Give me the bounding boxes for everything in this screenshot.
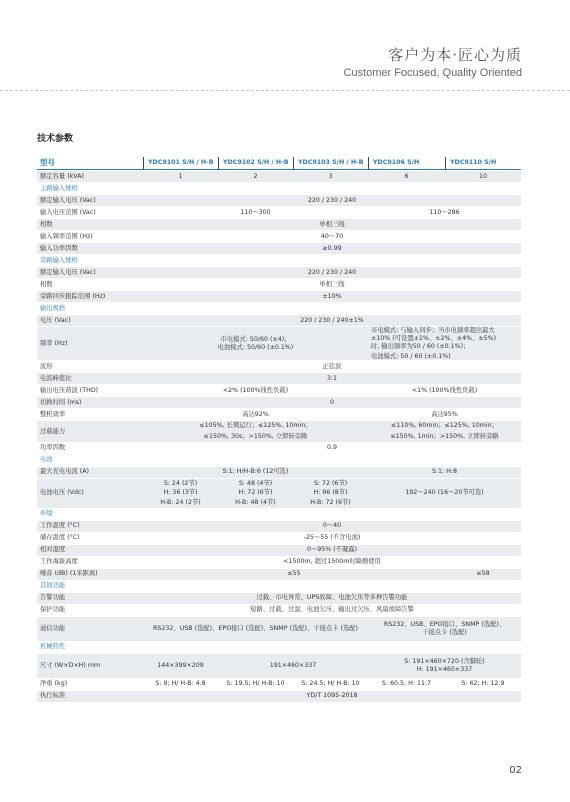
- cell-line: H: 96 (8节): [313, 489, 348, 497]
- row-label: 输出电压谐波 (THD): [37, 385, 143, 396]
- header-model: 型号: [37, 157, 143, 170]
- cell: [368, 654, 521, 678]
- row-label: 额定输入电压 (Vac): [37, 267, 143, 278]
- header-col: YDC9110 S/H: [445, 157, 521, 170]
- cell-line: RS232、USB、EPO接口、SNMP (选配)、: [383, 620, 506, 628]
- cell: 192～240 (16～20节可选): [368, 479, 521, 508]
- table-row: [37, 467, 521, 478]
- section-title: 技术参数: [37, 134, 74, 144]
- row-label: 切换时间 (ms): [37, 397, 143, 408]
- cell: 高达95%: [368, 409, 521, 420]
- row-label: 旁路同步跟踪范围 (Hz): [37, 291, 143, 302]
- table-row: [37, 533, 521, 544]
- cell: <1500m, 超过1500m时降额使用: [143, 557, 521, 568]
- row-label: 储存温度 (°C): [37, 533, 143, 544]
- cell: ≤55: [143, 569, 445, 580]
- cell-line: H: 72 (6节): [238, 489, 273, 497]
- table-row: [37, 385, 521, 396]
- cell: RS232、USB (选配)、EPO接口 (选配)、SNMP (选配)、干接点卡 (选配): [143, 617, 368, 641]
- table-row: [37, 479, 521, 508]
- page-number: 02: [509, 765, 522, 776]
- cell: [143, 421, 368, 441]
- table-row: [37, 679, 521, 690]
- cell: 220 / 230 / 240: [143, 267, 521, 278]
- row-label: 输入电压范围 (Vac): [37, 207, 143, 218]
- table-header-row: [37, 157, 521, 170]
- cell: 0.9: [143, 443, 521, 454]
- table-row: [37, 207, 521, 218]
- row-label: 执行标准: [37, 691, 143, 702]
- row-label: 告警功能: [37, 593, 143, 604]
- row-label: 输入功率因数: [37, 243, 143, 254]
- cell: S: 19.5; H/ H-B: 10: [218, 679, 293, 690]
- table-row: [37, 521, 521, 532]
- cell: [293, 479, 368, 508]
- cell: [143, 327, 368, 360]
- row-label: 波形: [37, 361, 143, 372]
- cell: 单相三线: [143, 279, 521, 290]
- row-label: 相对湿度: [37, 545, 143, 556]
- table-row: [37, 291, 521, 302]
- table-row: [37, 605, 521, 616]
- cell-line: ±10% (可设置±1%、±2%、±4%、±5%): [371, 334, 497, 342]
- row-label: 电池电压 (Vdc): [37, 479, 143, 508]
- table-row: [37, 219, 521, 230]
- cell: [368, 421, 521, 441]
- section-label: 电池: [37, 455, 521, 466]
- table-row: [37, 409, 521, 420]
- cell-line: 市电模式: 50/60 (±4)；: [220, 335, 291, 343]
- header-col: YDC9103 S/H / H-B: [293, 157, 368, 170]
- row-label: 额定输入电压 (Vac): [37, 195, 143, 206]
- cell: 0～40: [143, 521, 521, 532]
- table-row: [37, 691, 521, 702]
- cell: 0～95% (不凝露): [143, 545, 521, 556]
- row-label: 频率 (Hz): [37, 327, 143, 360]
- table-row: [37, 569, 521, 580]
- cell: ±10%: [143, 291, 521, 302]
- section-label: 其他功能: [37, 581, 521, 592]
- section-label: 输出规格: [37, 303, 521, 314]
- cell: 0: [143, 397, 521, 408]
- cell: 单相三线: [143, 219, 521, 230]
- cell: 10: [445, 171, 521, 182]
- section-row: [37, 183, 521, 194]
- cell: 220 / 230 / 240±1%: [143, 315, 521, 326]
- cell: 191×460×337: [218, 654, 368, 678]
- cell-line: 时, 输出频率为50 / 60 (±0.1%)；: [371, 342, 470, 350]
- table-row: [37, 617, 521, 641]
- cell: 3: [293, 171, 368, 182]
- cell: 2: [218, 171, 293, 182]
- row-label: 过载能力: [37, 421, 143, 441]
- cell: YD/T 1095-2018: [143, 691, 521, 702]
- table-row: [37, 545, 521, 556]
- table-row: [37, 231, 521, 242]
- header-col: YDC9106 S/H: [368, 157, 445, 170]
- cell: 1: [143, 171, 218, 182]
- section-label: 环境: [37, 509, 521, 520]
- table-row: [37, 267, 521, 278]
- row-label: 功率因数: [37, 443, 143, 454]
- cell-line: S: 48 (4节): [238, 479, 273, 487]
- cell: 40～70: [143, 231, 521, 242]
- cell-line: 市电模式: 与输入同步；当市电频率超出最大: [371, 327, 495, 334]
- table-row: [37, 557, 521, 568]
- cell: S:1; H/H-B:6 (12可选): [143, 467, 368, 478]
- cell-line: H-B: 48 (4节): [235, 499, 276, 507]
- section-row: [37, 642, 521, 653]
- cell-line: 电池模式: 50 / 60 (±0.1%): [371, 352, 451, 360]
- table-row: [37, 373, 521, 384]
- cell: <2% (100%线性负载): [143, 385, 368, 396]
- table-row: [37, 279, 521, 290]
- cell: [368, 617, 521, 641]
- section-row: [37, 303, 521, 314]
- cell-line: S: 24 (2节): [163, 479, 198, 487]
- cell-line: ≤150%, 30s；>150%, 立即转旁路: [203, 432, 308, 440]
- cell: S: 62; H: 12.9: [445, 679, 521, 690]
- row-label: 保护功能: [37, 605, 143, 616]
- cell-line: ≤105%, 长期运行；≤125%, 10min；: [199, 422, 312, 430]
- cell-line: 电池模式: 50/60 (±0.1%): [217, 343, 294, 351]
- table-row: [37, 443, 521, 454]
- slogan-chinese: 客户为本·匠心为质: [388, 46, 522, 64]
- cell-line: H-B: 24 (2节): [160, 499, 201, 507]
- table-row: [37, 171, 521, 182]
- header-col: YDC9101 S/H / H-B: [143, 157, 218, 170]
- table-row: [37, 593, 521, 604]
- cell-line: ≤150%, 1min；>150%, 立即转旁路: [390, 432, 499, 440]
- row-label: 相数: [37, 219, 143, 230]
- row-label: 尺寸 (W×D×H) mm: [37, 654, 143, 678]
- cell-line: S: 72 (6节): [313, 479, 348, 487]
- section-row: [37, 455, 521, 466]
- cell: [218, 479, 293, 508]
- cell: S:1; H:8: [368, 467, 521, 478]
- section-label: 主路输入规格: [37, 183, 521, 194]
- row-label: 电流峰值比: [37, 373, 143, 384]
- row-label: 工作温度 (°C): [37, 521, 143, 532]
- table-row: [37, 243, 521, 254]
- cell: 110～286: [368, 207, 521, 218]
- cell: 220 / 230 / 240: [143, 195, 521, 206]
- row-label: 工作海拔高度: [37, 557, 143, 568]
- spec-table: [37, 156, 521, 703]
- cell: S: 60.5; H: 11.7: [368, 679, 445, 690]
- page-header: [343, 44, 522, 79]
- cell-line: H: 36 (3节): [163, 489, 198, 497]
- table-row: [37, 421, 521, 441]
- cell: 6: [368, 171, 445, 182]
- table-row: [37, 315, 521, 326]
- cell: ≥0.99: [143, 243, 521, 254]
- slogan-english: Customer Focused, Quality Oriented: [343, 67, 522, 79]
- cell-line: S: 191×460×720 (含脚轮): [404, 657, 485, 665]
- header-divider: [0, 90, 570, 91]
- row-label: 输入频率范围 (Hz): [37, 231, 143, 242]
- cell: [143, 479, 218, 508]
- cell: 短路、过载、过温、电池欠压、输出过欠压、风扇故障告警: [143, 605, 521, 616]
- header-col: YDC9102 S/H / H-B: [218, 157, 293, 170]
- cell: 3:1: [143, 373, 521, 384]
- row-label: 净重 (kg): [37, 679, 143, 690]
- cell: 110～300: [143, 207, 368, 218]
- table-row: [37, 361, 521, 372]
- cell: <1% (100%线性负载): [368, 385, 521, 396]
- row-label: 相数: [37, 279, 143, 290]
- section-label: 旁路输入规格: [37, 255, 521, 266]
- cell: -25～55 (不含电池): [143, 533, 521, 544]
- cell: S: 9; H/ H-B: 4.8: [143, 679, 218, 690]
- cell-line: H-B: 72 (6节): [310, 499, 351, 507]
- cell-line: 干接点卡 (选配): [422, 628, 467, 636]
- cell: 过载、市电异常、UPS故障、电池欠压等多种告警功能: [143, 593, 521, 604]
- cell: 高达92%: [143, 409, 368, 420]
- row-label: 额定容量 (kVA): [37, 171, 143, 182]
- row-label: 噪音 (dB) (1米距离): [37, 569, 143, 580]
- cell-line: H: 191×460×337: [416, 665, 473, 673]
- cell: ≤58: [445, 569, 521, 580]
- section-label: 机械特性: [37, 642, 521, 653]
- cell: 正弦波: [143, 361, 521, 372]
- row-label: 整机效率: [37, 409, 143, 420]
- table-row: [37, 195, 521, 206]
- cell: [368, 327, 521, 360]
- row-label: 通信功能: [37, 617, 143, 641]
- section-row: [37, 509, 521, 520]
- table-row: [37, 327, 521, 360]
- cell: S: 24.5; H/ H-B: 10: [293, 679, 368, 690]
- row-label: 电压 (Vac): [37, 315, 143, 326]
- cell: 144×399×209: [143, 654, 218, 678]
- section-row: [37, 581, 521, 592]
- cell-line: ≤110%, 60min；≤125%, 10min；: [391, 422, 498, 430]
- table-row: [37, 654, 521, 678]
- section-row: [37, 255, 521, 266]
- row-label: 最大充电电流 (A): [37, 467, 143, 478]
- table-row: [37, 397, 521, 408]
